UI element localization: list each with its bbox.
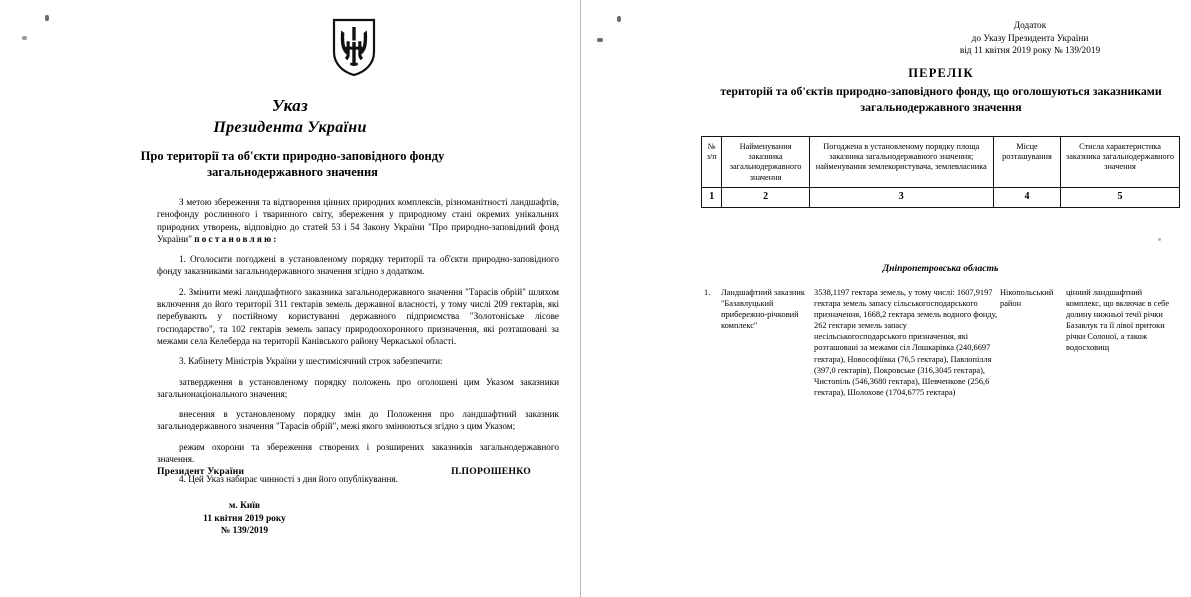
column-number-4: 4: [993, 187, 1060, 207]
place-and-date-block: [157, 500, 332, 538]
scan-speckle: [22, 36, 27, 40]
decree-clause-3c: режим охорони та збереження створених і розширених заказників загальнодержавного значення.: [157, 441, 559, 465]
table-header-description: Стисла характеристика заказника загальнодержавного значення: [1061, 137, 1180, 188]
column-number-3: 3: [809, 187, 993, 207]
decree-clause-3b: внесення в установленому порядку змін до Положення про ландшафтний заказник загальнодержавного значення "Тарасів обрій", межі якого змінюються згідно з цим Указом;: [157, 409, 559, 432]
appendix-title-word: ПЕРЕЛІК: [908, 66, 974, 80]
appendix-decree-ref: до Указу Президента України: [971, 33, 1089, 44]
decree-number: № 139/2019: [220, 526, 269, 536]
signature-role: Президент України: [157, 466, 245, 477]
decree-clause-2: 2. Змінити межі ландшафтного заказника загальнодержавного значення "Тарасів обрій" шляхом включення до його території 311 гектарів земель державної власності, у тому числі 209 гектарів, які перебувають у постійному користуванні державного підприємства "Золотоніське лісове господарство", та 102 гектарів земель запасу природоохоронного призначення, які розташовані за межами села Келеберда на території Канівського району Черкаської області.: [157, 286, 559, 346]
signature-block: [157, 466, 559, 477]
row-description: цінний ландшафтний комплекс, що включає в себе долину нижньої течії річки Базавлук та її лівої притоки річки Солоної, а також водосховищ: [1066, 288, 1170, 353]
appendix-reference: [880, 20, 1180, 58]
appendix-decree-date: від 11 квітня 2019 року № 139/2019: [959, 46, 1101, 56]
decree-title-issuer: Президента України: [213, 119, 367, 136]
decree-clause-4: 4. Цей Указ набирає чинності з дня його опублікування.: [179, 474, 398, 485]
column-number-5: 5: [1061, 187, 1180, 207]
table-header-name: Найменування заказника загальнодержавного значення: [722, 137, 809, 188]
decree-subject: Про території та об'єкти природно-заповідного фонду загальнодержавного значення: [140, 149, 445, 179]
appendix-label: Додаток: [1013, 21, 1047, 31]
decree-preamble: [157, 196, 559, 245]
decree-clause-3: 3. Кабінету Міністрів України у шестимісячний строк забезпечити:: [179, 356, 443, 367]
scan-speckle: [617, 16, 621, 22]
row-area-details: 3538,1197 гектара земель, у тому числі: 1607,9197 гектара земель запасу сільськогосподарського призначення, 1668,2 гектара земель водного фонду, 262 гектари земель запасу несільськогосподарського призначення, які розташовані за межами сіл Лошкарівка (240,6697 гектара), Новософіївка (76,5 гектара), Павлопілля (397,0 гектарів), Покровське (316,3045 гектара), Чистопіль (546,3680 гектара), Шевченкове (256,6 гектара), Шолохове (1704,6775 гектара): [814, 288, 998, 397]
table-header-no: № з/п: [702, 137, 722, 188]
appendix-table: [701, 136, 1180, 208]
table-header-area: Погоджена в установленому порядку площа заказника загальнодержавного значення; найменування землекористувача, землевласника: [809, 137, 993, 188]
scan-speckle: [1158, 238, 1161, 241]
table-header-place: Місце розташування: [993, 137, 1060, 188]
table-column-number-row: [702, 187, 1180, 207]
scan-speckle: [597, 38, 603, 42]
decree-clause-3a: затвердження в установленому порядку положень про оголошені цим Указом заказники загальнонаціонального значення;: [157, 376, 559, 399]
document-page-left: [0, 0, 580, 597]
ukraine-trident-emblem: [331, 18, 377, 76]
row-location: Нікопольський район: [1000, 288, 1054, 309]
appendix-title-subtitle: територій та об'єктів природно-заповідного фонду, що оголошуються заказниками загальнодержавного значення: [720, 84, 1162, 114]
decree-verb: постановляю:: [194, 233, 279, 244]
column-number-1: 1: [702, 187, 722, 207]
decree-place: м. Київ: [229, 501, 260, 511]
scan-speckle: [45, 15, 49, 21]
row-number: 1.: [704, 288, 711, 297]
decree-clause-1: 1. Оголосити погоджені в установленому порядку території та об'єкти природно-заповідного фонду заказниками загальнодержавного значення згідно з додатком.: [157, 254, 559, 277]
decree-date: 11 квітня 2019 року: [203, 513, 286, 524]
region-heading: Дніпропетровська область: [882, 263, 999, 274]
signature-name: П.ПОРОШЕНКО: [451, 466, 531, 477]
decree-body: [157, 196, 559, 494]
column-number-2: 2: [722, 187, 809, 207]
row-reserve-name: Ландшафтний заказник "Базавлуцький прибережно-річковий комплекс": [721, 288, 805, 331]
table-header-row: [702, 137, 1180, 188]
decree-title-word: Указ: [271, 96, 309, 115]
decree-preamble-text: З метою збереження та відтворення цінних природних комплексів, різноманітності ландшафтів, генофонду рослинного і тваринного світу, збереження у природному стані окремих унікальних природних утворень, відповідно до статей 53 і 54 Закону України "Про природно-заповідний фонд України": [157, 197, 559, 244]
